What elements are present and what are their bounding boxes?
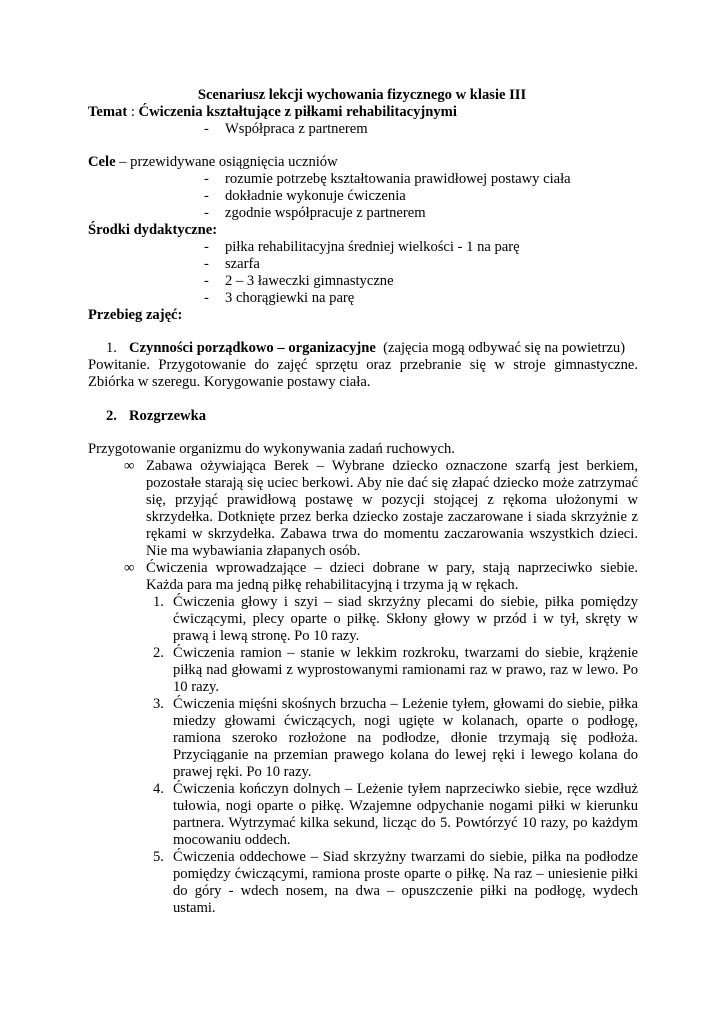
topic-line: [88, 104, 457, 121]
dash-marker: -: [204, 256, 209, 272]
topic-sub-item: [204, 121, 368, 138]
exercise-number: 4.: [153, 781, 164, 797]
resource-text: piłka rehabilitacyjna średniej wielkości - 1 na parę: [225, 239, 520, 255]
exercise-number: 2.: [153, 645, 164, 661]
goal-item: [204, 171, 571, 188]
resource-text: 3 chorągiewki na parę: [225, 290, 355, 306]
goal-item: [204, 205, 426, 222]
topic-separator: :: [127, 104, 139, 120]
goal-text: dokładnie wykonuje ćwiczenia: [225, 188, 406, 204]
topic-sub-text: Współpraca z partnerem: [225, 121, 368, 137]
dash-marker: -: [204, 171, 209, 187]
bullet-icon: ∞: [124, 560, 135, 576]
document-title: Scenariusz lekcji wychowania fizycznego w klasie III: [197, 87, 527, 103]
topic-label: Temat: [88, 104, 128, 120]
exercise-number: 5.: [153, 849, 164, 865]
section-1-heading: [106, 340, 625, 357]
goal-item: [204, 188, 406, 205]
exercise-number: 3.: [153, 696, 164, 712]
section-2-title: Rozgrzewka: [129, 408, 206, 424]
section-2-intro: Przygotowanie organizmu do wykonywania zadań ruchowych.: [88, 441, 455, 457]
resources-label: Środki dydaktyczne:: [88, 222, 218, 238]
topic-text: Ćwiczenia kształtujące z piłkami rehabilitacyjnymi: [138, 104, 457, 120]
section-1-note: (zajęcia mogą odbywać się na powietrzu): [383, 340, 626, 356]
exercise-text: Ćwiczenia oddechowe – Siad skrzyżny twarzami do siebie, piłka na podłodze pomiędzy ćwiczącymi, ramiona proste oparte o piłkę. Na raz – uniesienie piłki do góry - wdech nosem, na dwa – opuszczenie piłki na podłogę, wydech ustami.: [173, 849, 638, 916]
bullet-icon: ∞: [124, 458, 135, 474]
bullet-item-text: Zabawa ożywiająca Berek – Wybrane dziecko oznaczone szarfą jest berkiem, pozostałe starają się uciec berkowi. Aby nie dać się złapać dziecko może zatrzymać się, przyjąć prawidłową postawę w pozycji stojącej z rękoma ułożonymi w skrzydełka. Dotknięte przez berka dziecko zostaje zaczarowane i siada skrzyżnie z rękami w skrzydełka. Zabawa trwa do momentu zaczarowania wszystkich dzieci. Nie ma wybawiania złapanych osób.: [146, 458, 638, 559]
section-1-body: Powitanie. Przygotowanie do zajęć sprzętu oraz przebranie się w stroje gimnastyczne. Zbiórka w szeregu. Korygowanie postawy ciała.: [88, 357, 638, 390]
section-2-number: 2.: [106, 408, 117, 424]
exercise-text: Ćwiczenia głowy i szyi – siad skrzyżny plecami do siebie, piłka pomiędzy ćwiczącymi, plecy oparte o piłkę. Skłony głowy w przód i w tył, skręty w prawą i lewą stronę. Po 10 razy.: [173, 594, 638, 644]
dash-marker: -: [204, 205, 209, 221]
exercise-text: Ćwiczenia ramion – stanie w lekkim rozkroku, twarzami do siebie, krążenie piłką nad głowami z wyprostowanymi ramionami raz w prawo, raz w lewo. Po 10 razy.: [173, 645, 638, 695]
goal-text: zgodnie współpracuje z partnerem: [225, 205, 426, 221]
resource-item: [204, 239, 520, 256]
dash-marker: -: [204, 121, 209, 137]
dash-marker: -: [204, 188, 209, 204]
goals-intro: – przewidywane osiągnięcia uczniów: [115, 154, 338, 170]
goals-label: Cele: [88, 154, 116, 170]
dash-marker: -: [204, 273, 209, 289]
dash-marker: -: [204, 290, 209, 306]
section-2-heading: [106, 408, 206, 425]
section-1-number: 1.: [106, 340, 117, 356]
resource-item: [204, 256, 260, 273]
goal-text: rozumie potrzebę kształtowania prawidłowej postawy ciała: [225, 171, 571, 187]
resource-text: 2 – 3 ławeczki gimnastyczne: [225, 273, 394, 289]
exercise-text: Ćwiczenia kończyn dolnych – Leżenie tyłem naprzeciwko siebie, ręce wzdłuż tułowia, nogi oparte o piłkę. Wzajemne odpychanie nogami piłki w kierunku partnera. Wytrzymać kilka sekund, licząc do 5. Powtórzyć 10 razy, po każdym mocowaniu oddech.: [173, 781, 638, 848]
exercise-text: Ćwiczenia mięśni skośnych brzucha – Leżenie tyłem, głowami do siebie, piłka miedzy głowami ćwiczących, nogi ugięte w kolanach, oparte o podłogę, ramiona szeroko rozłożone na podłodze, dłonie trzymają się podłoża. Przyciąganie na przemian prawego kolana do lewej ręki i lewego kolana do prawej ręki. Po 10 razy.: [173, 696, 638, 780]
resource-item: [204, 290, 354, 307]
goals-line: [88, 154, 338, 171]
dash-marker: -: [204, 239, 209, 255]
resource-text: szarfa: [225, 256, 260, 272]
course-label: Przebieg zajęć:: [88, 307, 183, 323]
exercise-number: 1.: [153, 594, 164, 610]
resource-item: [204, 273, 394, 290]
bullet-item-text: Ćwiczenia wprowadzające – dzieci dobrane w pary, stają naprzeciwko siebie. Każda para ma jedną piłkę rehabilitacyjną i trzyma ją w rękach.: [146, 560, 638, 593]
section-1-title: Czynności porządkowo – organizacyjne: [129, 340, 376, 356]
